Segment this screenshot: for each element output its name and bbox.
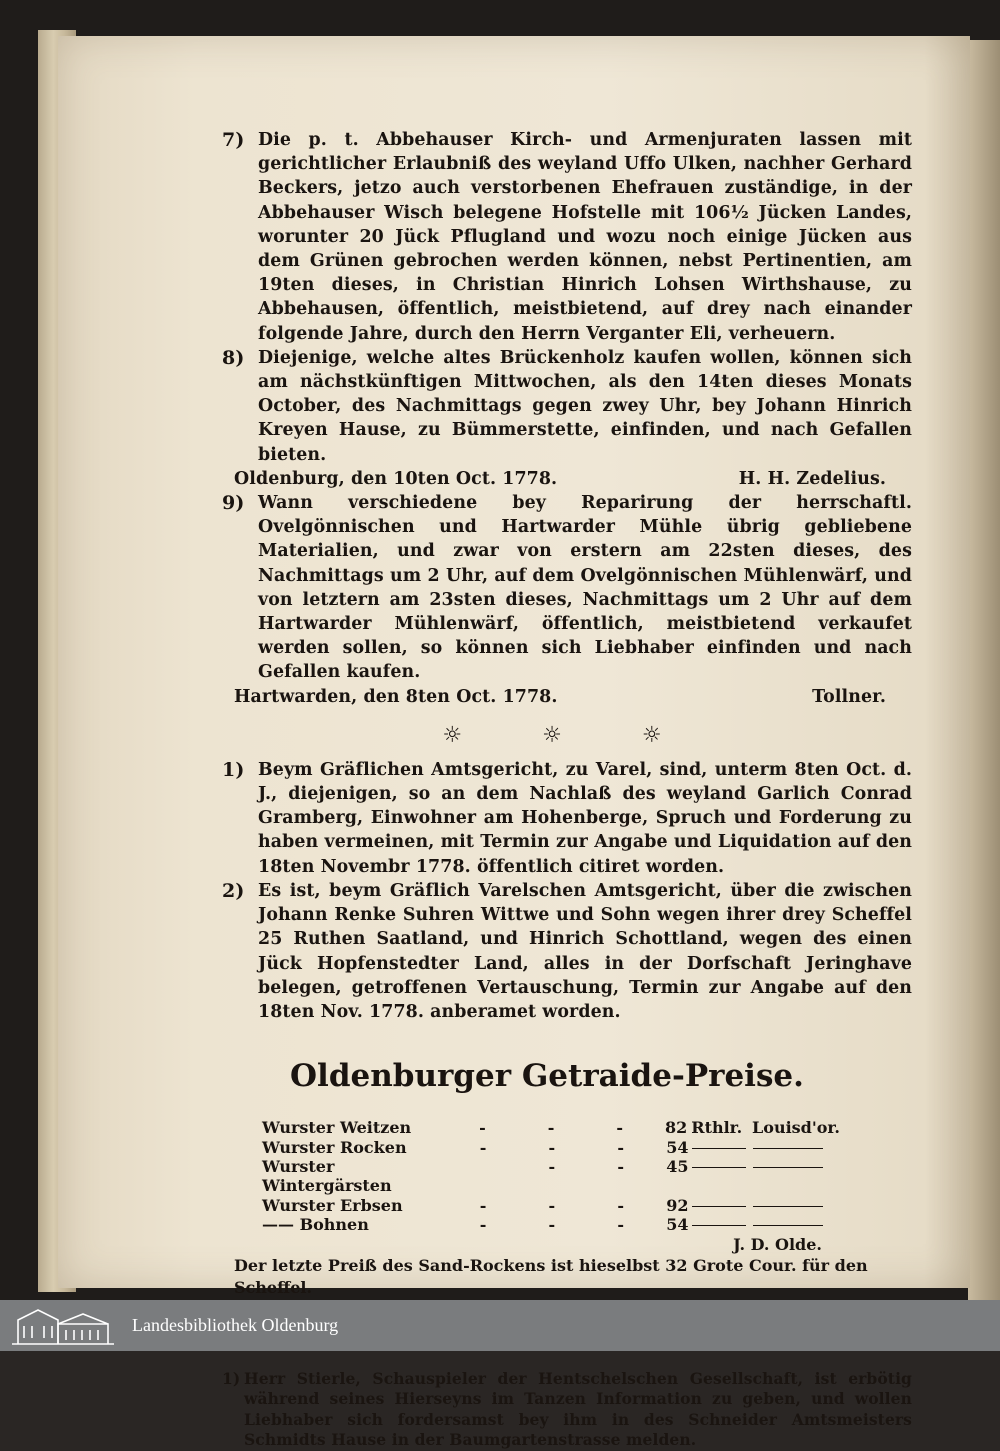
price-row	[262, 1215, 832, 1234]
grain-name: Wurster Wintergärsten	[262, 1156, 392, 1196]
place-date: Oldenburg, den 10ten Oct. 1778.	[234, 468, 558, 489]
entry-number: 8)	[222, 346, 245, 369]
signatory: H. H. Zedelius.	[738, 468, 886, 489]
price-row	[262, 1196, 832, 1215]
grain-name: Wurster Erbsen	[262, 1195, 403, 1215]
ditto-line	[692, 1157, 753, 1196]
ditto-line	[753, 1138, 832, 1157]
unit-louisdor: Louisd'or.	[752, 1118, 840, 1138]
entry-text: Die p. t. Abbehauser Kirch- und Armenjuraten lassen mit gerichtlicher Erlaubniß des weyland Uffo Ulken, nachher Gerhard Beckers, jetzo auch verstorbenen Ehefrauen zuständige, in der Abbehauser Wisch belegene Hofstelle mit 106½ Jücken Landes, worunter 20 Jück Pflugland und wozu noch einige Jücken aus dem Grünen gebrochen werden können, nebst Pertinentien, am 19ten dieses, in Christian Hinrich Lohsen Wirthshause, zu Abbehausen, öffentlich, meistbietend, auf drey nach einander folgende Jahre, durch den Herrn Verganter Eli, verheuern.	[258, 130, 912, 344]
entry-text: Diejenige, welche altes Brückenholz kaufen wollen, können sich am nächstkünftigen Mittwochen, als den 14ten dieses Monats October, des Nachmittags gegen zwey Uhr, bey Johann Hinrich Kreyen Hause, zu Bümmerstette, einfinden, und nach Gefallen bieten.	[258, 347, 912, 465]
entry-7	[222, 128, 912, 346]
dash: -	[548, 1137, 556, 1157]
entry-number: 2)	[222, 879, 245, 902]
star-ornament: ☼	[542, 722, 562, 748]
entry-b-2	[222, 879, 912, 1024]
signature-line-8	[222, 467, 912, 491]
entry-text: Wann verschiedene bey Reparirung der herrschaftl. Ovelgönnischen und Hartwarder Mühle übrig gebliebene Materialien, und zwar von erstern am 22sten dieses, des Nachmittags um 2 Uhr, auf dem Ovelgönnischen Mühlenwärf, und von letztern am 23sten dieses, Nachmittags um 2 Uhr auf dem Hartwarder Mühlenwärf, öffentlich, meistbietend verkaufet werden sollen, so können sich Liebhaber einfinden und nach Gefallen kaufen.	[258, 493, 912, 683]
entry-number: 9)	[222, 492, 245, 515]
price-signature: J. D. Olde.	[733, 1234, 822, 1254]
dash: -	[617, 1137, 624, 1157]
price-value: 54	[666, 1215, 689, 1235]
library-name: Landesbibliothek Oldenburg	[132, 1315, 339, 1335]
page-text	[222, 128, 912, 1451]
dash: -	[617, 1195, 624, 1215]
ditto-line	[692, 1138, 753, 1157]
library-building-icon	[8, 1304, 118, 1348]
entry-b-1	[222, 758, 912, 879]
price-value: 82	[665, 1118, 688, 1138]
star-ornament: ☼	[641, 722, 662, 748]
grain-name: —— Bohnen	[262, 1215, 369, 1235]
entry-8	[222, 346, 912, 467]
entry-private-1	[222, 1369, 912, 1451]
unit-rthlr: Rthlr.	[691, 1118, 743, 1138]
ditto-line	[753, 1157, 832, 1196]
entry-text: Beym Gräflichen Amtsgericht, zu Varel, sind, unterm 8ten Oct. d. J., diejenigen, so an dem Nachlaß des weyland Garlich Conrad Gramberg, Einwohner am Hohenberge, Spruch und Forderung zu haben vermeinen, mit Termin zur Angabe und Liquidation auf den 18ten Novembr 1778. öffentlich citiret worden.	[258, 759, 912, 877]
price-value: 92	[666, 1195, 689, 1215]
footer-bar	[0, 1300, 1000, 1351]
dash: -	[617, 1156, 624, 1176]
dash: -	[617, 1215, 624, 1235]
entry-text: Herr Stierle, Schauspieler der Hentschelschen Gesellschaft, ist erbötig während seines Hierseyns im Tanzen Information zu geben, und wollen Liebhaber sich fordersamst bey ihm in des Schneider Amtsmeisters Schmidts Hause in der Baumgartenstrasse melden.	[244, 1368, 912, 1450]
dash	[449, 1157, 518, 1196]
dash: -	[548, 1156, 556, 1176]
grain-name: Wurster Rocken	[262, 1137, 407, 1157]
price-row	[262, 1138, 832, 1157]
entry-number: 7)	[222, 129, 245, 151]
signatory: Tollner.	[812, 686, 886, 707]
star-divider	[222, 723, 912, 748]
entry-9	[222, 491, 912, 685]
price-value: 45	[666, 1156, 689, 1176]
star-ornament: ☼	[442, 722, 463, 748]
book-right-edge	[968, 40, 1000, 1300]
entry-number: 1)	[222, 758, 245, 781]
ditto-line	[692, 1215, 753, 1234]
price-section-title: Oldenburger Getraide-Preise.	[290, 1058, 804, 1095]
place-date: Hartwarden, den 8ten Oct. 1778.	[234, 686, 558, 707]
grain-name: Wurster Weitzen	[262, 1118, 412, 1138]
ditto-line	[753, 1196, 832, 1215]
price-table	[262, 1118, 840, 1235]
price-note: Der letzte Preiß des Sand-Rockens ist hieselbst 32 Grote Cour. für den Scheffel.	[234, 1255, 868, 1297]
ditto-line	[753, 1215, 832, 1234]
dash: -	[548, 1195, 556, 1215]
entry-text: Es ist, beym Gräflich Varelschen Amtsgericht, über die zwischen Johann Renke Suhren Wittwe und Sohn wegen ihrer drey Scheffel 25 Ruthen Saatland, und Hinrich Schottland, wegen des einen Jück Hopfenstedter Land, alles in der Dorfschaft Jeringhave belegen, getroffenen Vertauschung, Termin zur Angabe auf den 18ten Nov. 1778. anberamet worden.	[258, 880, 912, 1022]
dash: -	[479, 1195, 487, 1215]
entry-number: 1)	[222, 1368, 241, 1388]
ditto-line	[692, 1196, 753, 1215]
price-row	[262, 1118, 840, 1138]
price-value: 54	[666, 1137, 689, 1157]
signature-line-9	[222, 685, 912, 709]
dash: -	[548, 1215, 556, 1235]
price-row	[262, 1157, 832, 1196]
dash: -	[479, 1215, 487, 1235]
dash: -	[479, 1137, 487, 1157]
dash: -	[616, 1118, 623, 1138]
dash: -	[479, 1118, 486, 1138]
dash: -	[547, 1118, 555, 1138]
